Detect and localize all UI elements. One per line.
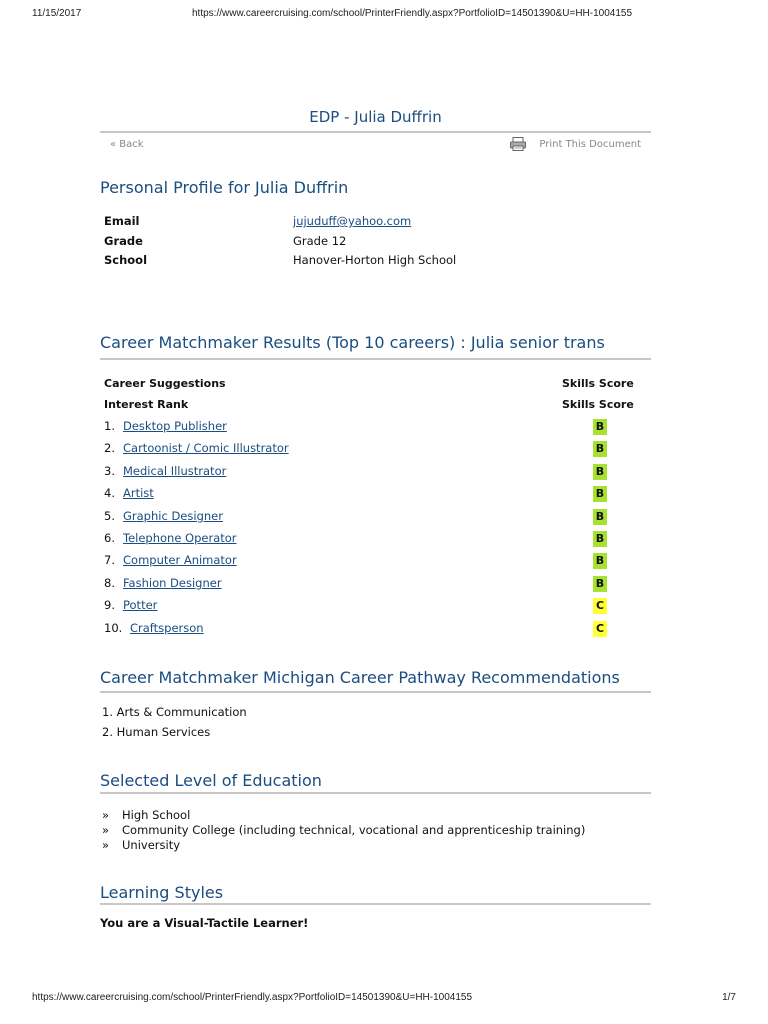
education-item (102, 838, 180, 852)
grade-value: Grade 12 (293, 234, 347, 248)
document-title: EDP - Julia Duffrin (309, 108, 442, 126)
learning-divider (100, 903, 651, 905)
career-link[interactable]: Artist (123, 486, 154, 500)
pathway-item: 2. Human Services (102, 725, 211, 739)
career-link[interactable]: Graphic Designer (123, 509, 223, 523)
pathways-divider (100, 691, 651, 693)
skills-score-badge: B (593, 576, 607, 592)
career-rank: 3. (104, 464, 115, 478)
email-label: Email (104, 214, 140, 228)
career-rank: 1. (104, 419, 115, 433)
skills-score-badge: B (593, 553, 607, 569)
print-footer-url: https://www.careercruising.com/school/PrinterFriendly.aspx?PortfolioID=14501390&U=HH-1004155 (32, 992, 473, 1003)
grade-label: Grade (104, 234, 143, 248)
career-row (104, 621, 644, 639)
skills-score-badge: B (593, 464, 607, 480)
career-rank: 9. (104, 598, 115, 612)
career-row (104, 464, 644, 482)
pathway-item: 1. Arts & Communication (102, 705, 247, 719)
skills-score-badge: C (593, 621, 607, 637)
learning-styles-heading: Learning Styles (100, 883, 224, 902)
print-document-link[interactable]: Print This Document (539, 139, 641, 150)
career-row (104, 553, 644, 571)
education-item (102, 808, 190, 822)
printer-icon[interactable] (510, 137, 526, 151)
career-link[interactable]: Potter (123, 598, 158, 612)
education-item-text: Community College (including technical, vocational and apprenticeship training) (122, 823, 586, 837)
print-date: 11/15/2017 (32, 8, 82, 19)
matchmaker-divider (100, 358, 651, 360)
matchmaker-heading: Career Matchmaker Results (Top 10 careers) : Julia senior trans (100, 333, 605, 352)
career-link[interactable]: Fashion Designer (123, 576, 222, 590)
career-row (104, 419, 644, 437)
career-rank: 10. (104, 621, 123, 635)
skills-score-badge: B (593, 419, 607, 435)
career-rank: 2. (104, 441, 115, 455)
title-divider (100, 131, 651, 133)
education-item-text: University (122, 838, 181, 852)
skills-score-badge: B (593, 531, 607, 547)
career-row (104, 486, 644, 504)
school-label: School (104, 253, 148, 267)
interest-rank-header: Interest Rank (104, 398, 189, 411)
career-link[interactable]: Cartoonist / Comic Illustrator (123, 441, 289, 455)
education-divider (100, 792, 651, 794)
education-item (102, 823, 585, 837)
skills-score-badge: C (593, 598, 607, 614)
education-heading: Selected Level of Education (100, 771, 322, 790)
career-row (104, 576, 644, 594)
bullet-marker: » (102, 838, 110, 852)
school-value: Hanover-Horton High School (293, 253, 457, 267)
skills-score-header: Skills Score (562, 377, 634, 390)
email-link[interactable]: jujuduff@yahoo.com (293, 214, 412, 228)
profile-heading: Personal Profile for Julia Duffrin (100, 178, 349, 197)
back-link[interactable]: « Back (110, 139, 144, 150)
career-row (104, 531, 644, 549)
skills-score-badge: B (593, 486, 607, 502)
page-number: 1/7 (722, 992, 736, 1003)
bullet-marker: » (102, 808, 110, 822)
career-rank: 6. (104, 531, 115, 545)
bullet-marker: » (102, 823, 110, 837)
career-link[interactable]: Medical Illustrator (123, 464, 227, 478)
pathways-heading: Career Matchmaker Michigan Career Pathway Recommendations (100, 668, 620, 687)
career-row (104, 441, 644, 459)
career-link[interactable]: Craftsperson (130, 621, 204, 635)
career-link[interactable]: Computer Animator (123, 553, 237, 567)
career-row (104, 509, 644, 527)
education-item-text: High School (122, 808, 191, 822)
print-header-url: https://www.careercruising.com/school/PrinterFriendly.aspx?PortfolioID=14501390&U=HH-1004155 (192, 8, 633, 19)
career-rank: 8. (104, 576, 115, 590)
career-rank: 7. (104, 553, 115, 567)
skills-score-subheader: Skills Score (562, 398, 634, 411)
skills-score-badge: B (593, 509, 607, 525)
career-row (104, 598, 644, 616)
career-link[interactable]: Desktop Publisher (123, 419, 227, 433)
career-link[interactable]: Telephone Operator (123, 531, 237, 545)
skills-score-badge: B (593, 441, 607, 457)
career-rank: 4. (104, 486, 115, 500)
career-rank: 5. (104, 509, 115, 523)
learner-result: You are a Visual-Tactile Learner! (100, 916, 309, 930)
career-suggestions-header: Career Suggestions (104, 377, 226, 390)
